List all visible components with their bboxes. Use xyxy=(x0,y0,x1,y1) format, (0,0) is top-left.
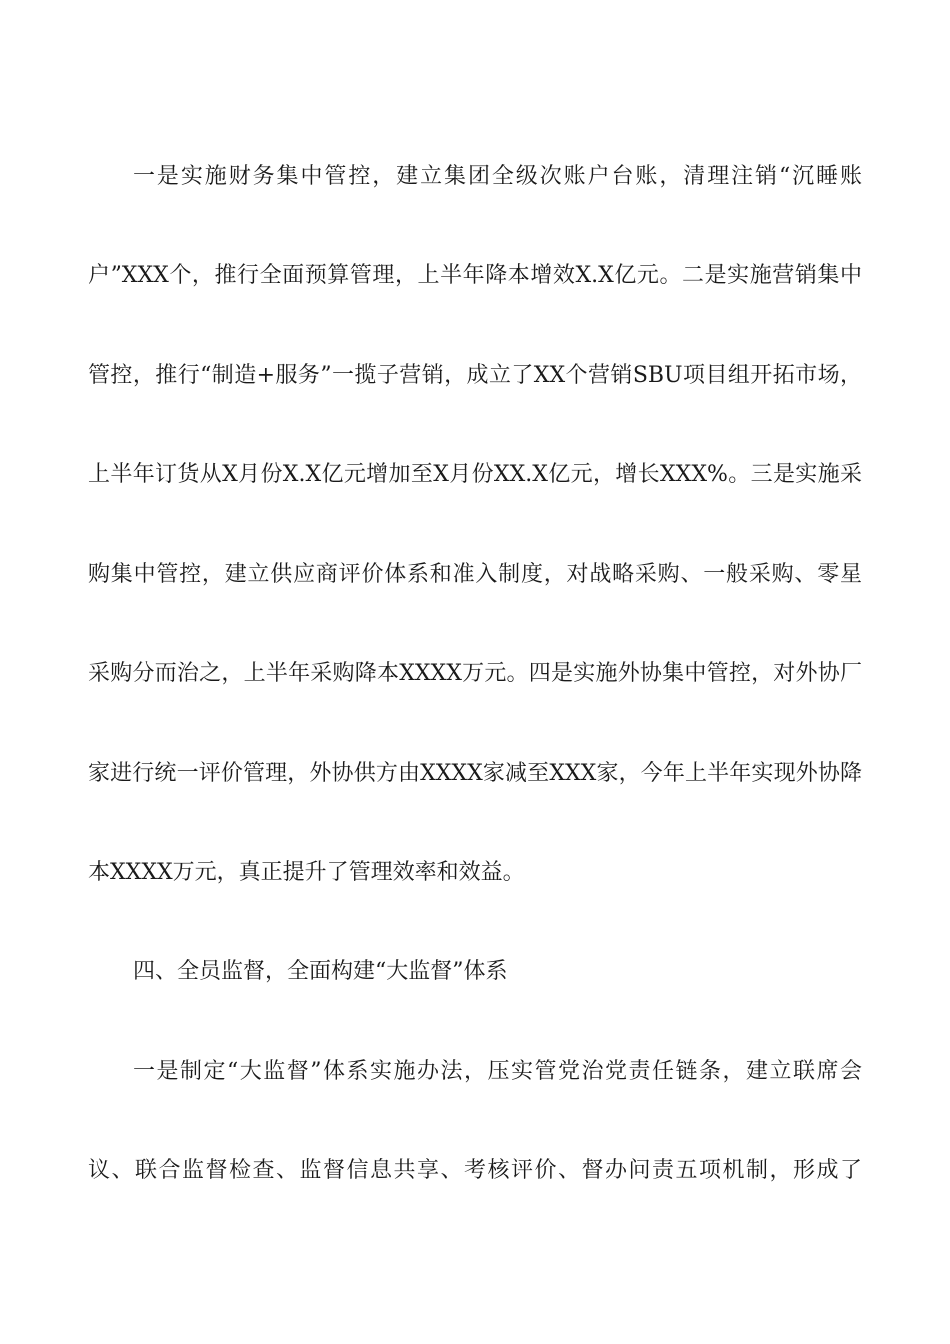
section-heading: 四、全员监督，全面构建“大监督”体系 xyxy=(133,959,508,984)
paragraph-line: 一是制定“大监督”体系实施办法，压实管党治党责任链条，建立联席会 xyxy=(133,1059,862,1084)
paragraph-line: 上半年订货从X月份X.X亿元增加至X月份XX.X亿元，增长XXX%。三是实施采 xyxy=(88,462,862,487)
paragraph-line: 家进行统一评价管理，外协供方由XXXX家减至XXX家，今年上半年实现外协降 xyxy=(88,761,862,786)
paragraph-line: 购集中管控，建立供应商评价体系和准入制度，对战略采购、一般采购、零星 xyxy=(88,562,862,587)
paragraph-line: 一是实施财务集中管控，建立集团全级次账户台账，清理注销“沉睡账 xyxy=(133,164,862,189)
paragraph-line: 采购分而治之，上半年采购降本XXXX万元。四是实施外协集中管控，对外协厂 xyxy=(88,661,862,686)
paragraph-line: 户”XXX个，推行全面预算管理，上半年降本增效X.X亿元。二是实施营销集中 xyxy=(88,263,862,288)
paragraph-line: 本XXXX万元，真正提升了管理效率和效益。 xyxy=(88,860,525,885)
paragraph-line: 管控，推行“制造+服务”一揽子营销，成立了XX个营销SBU项目组开拓市场， xyxy=(88,363,862,388)
paragraph-line: 议、联合监督检查、监督信息共享、考核评价、督办问责五项机制，形成了 xyxy=(88,1158,862,1183)
